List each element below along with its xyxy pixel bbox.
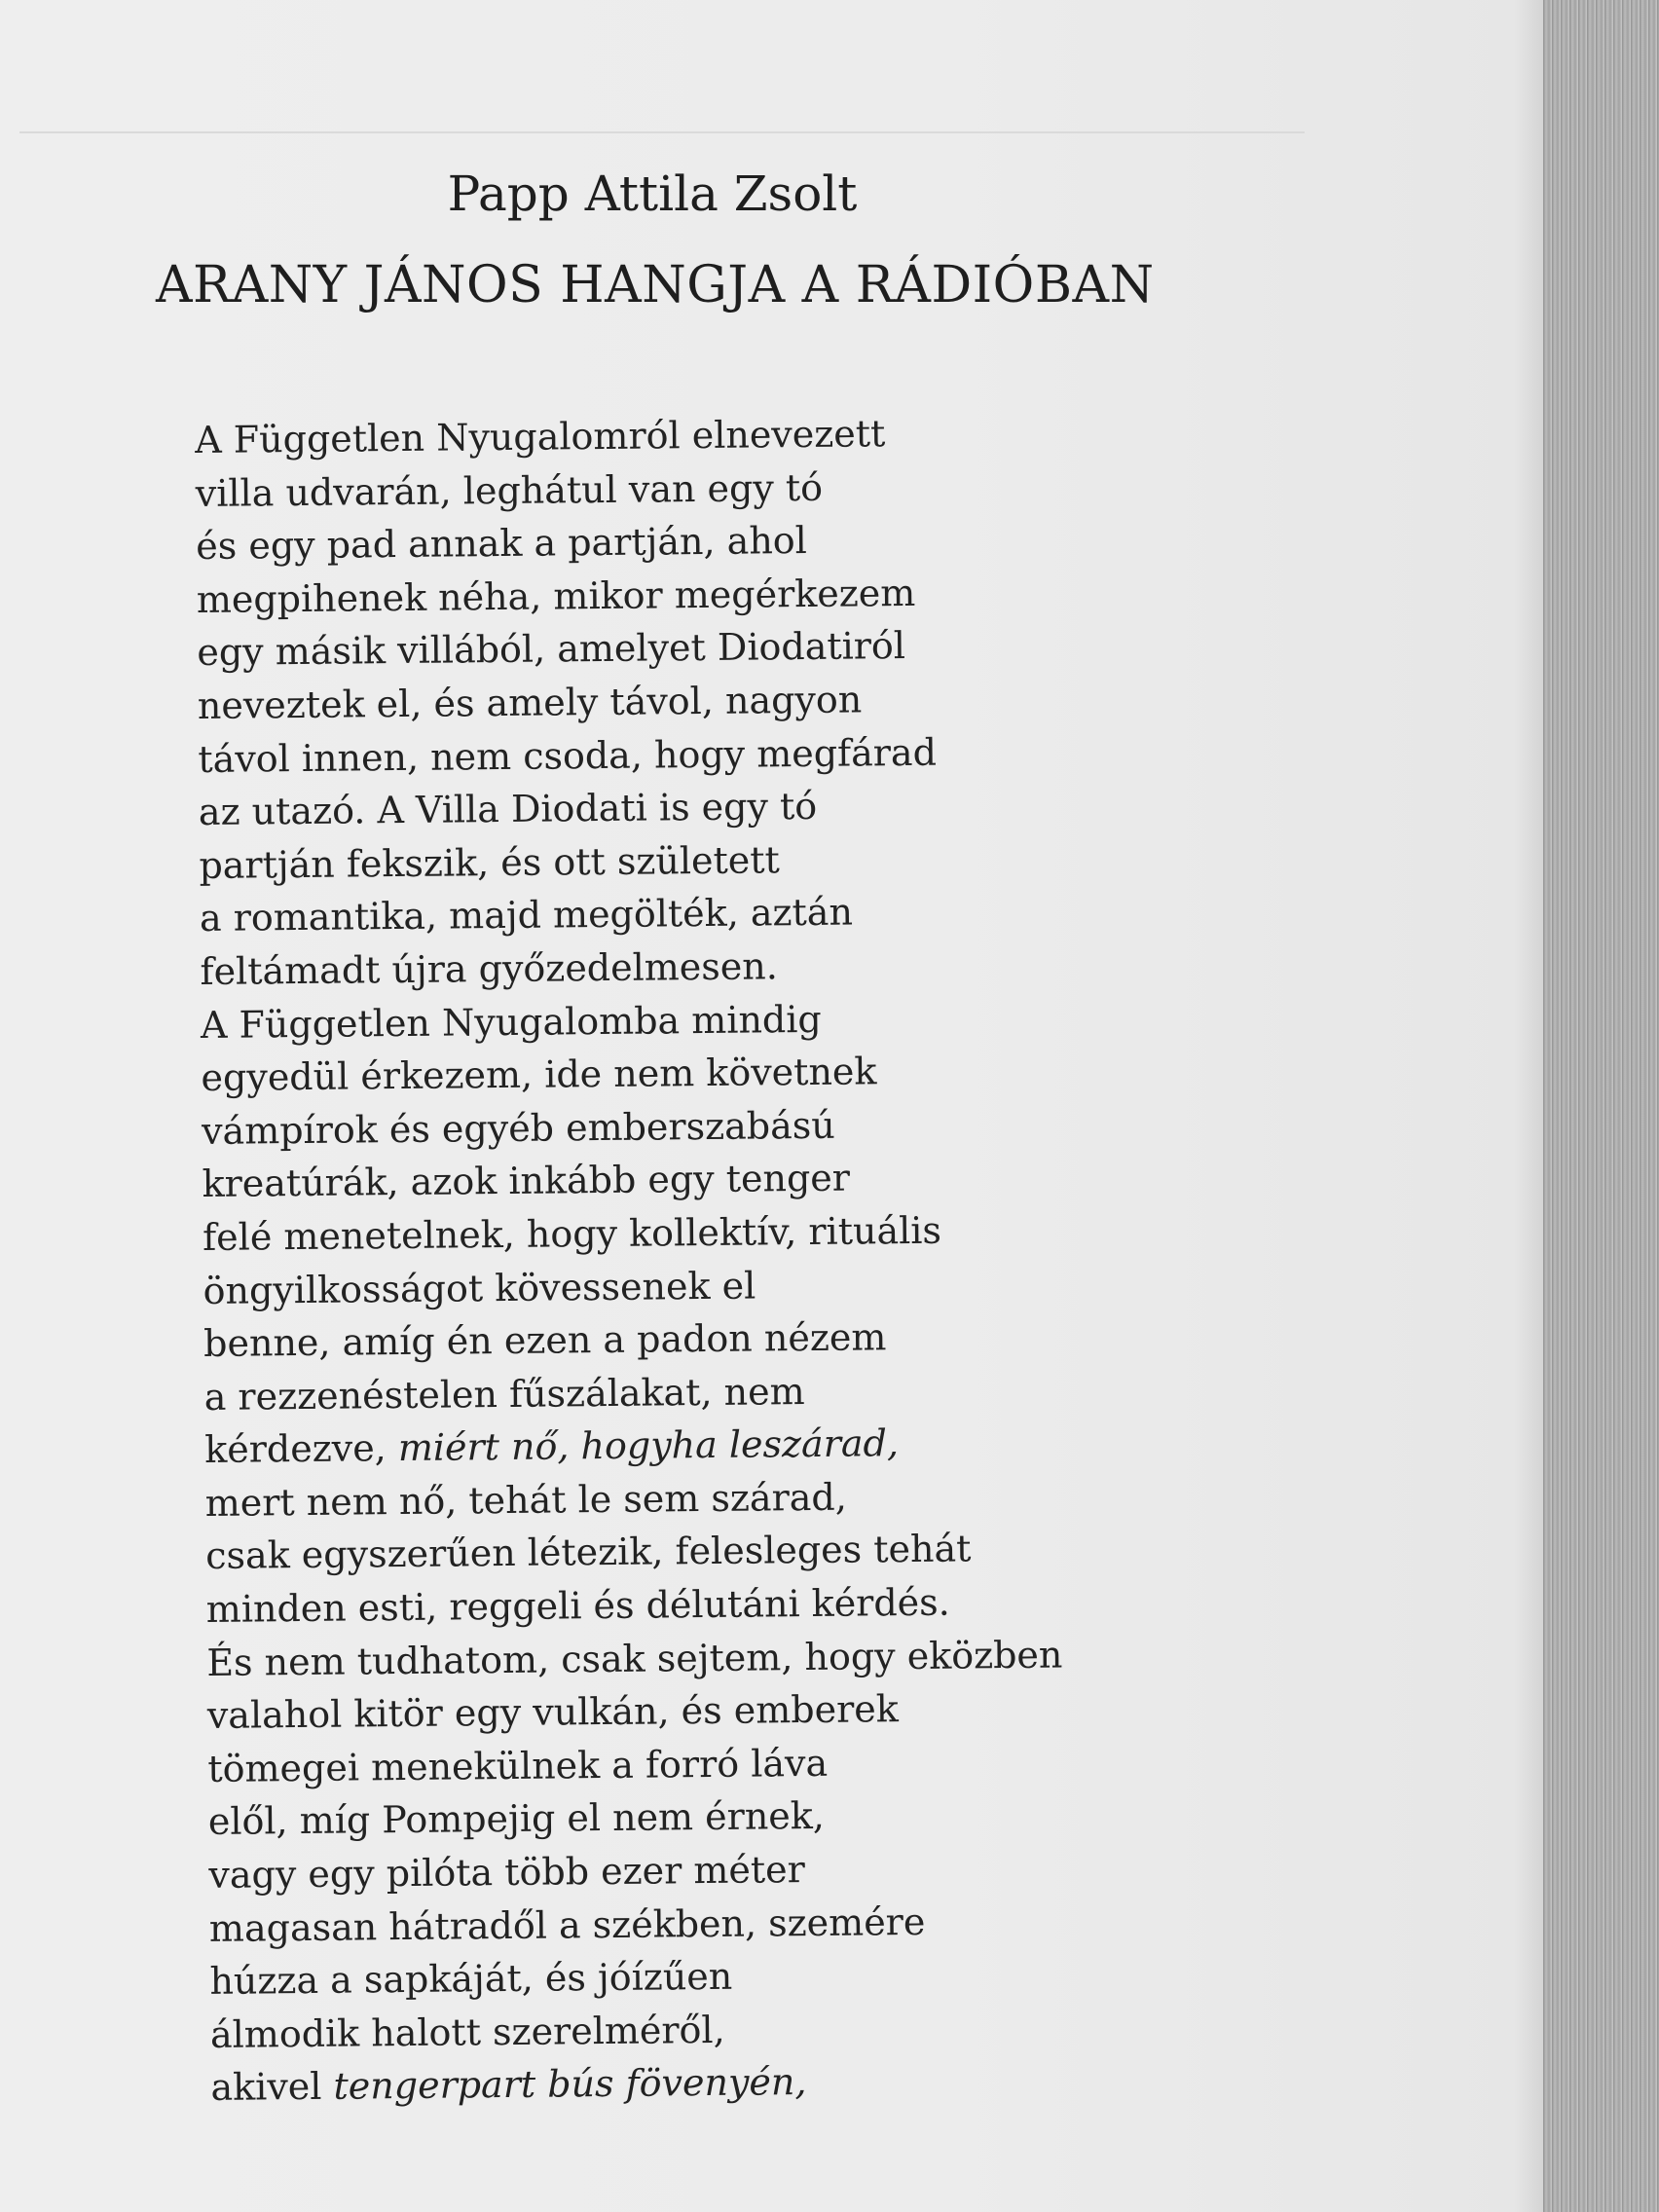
- poem-line-text: kreatúrák, azok inkább egy tenger: [202, 1156, 851, 1206]
- poem-line-text: a rezzenéstelen fűszálakat, nem: [203, 1369, 805, 1419]
- poem-line: [201, 1042, 1174, 1104]
- poem-line-text: neveztek el, és amely távol, nagyon: [197, 678, 863, 727]
- poem-line: [209, 1893, 1183, 1955]
- poem-line-text: akivel: [210, 2065, 334, 2110]
- poem-line-text: álmodik halott szerelméről,: [209, 2008, 725, 2056]
- poem-line-text: felé menetelnek, hogy kollektív, rituális: [202, 1208, 942, 1259]
- poem-line: [200, 936, 1173, 998]
- page-stack-edge: [1543, 0, 1659, 2212]
- poem-line-text: partján fekszik, és ott született: [199, 838, 780, 887]
- poem-line: [199, 830, 1172, 892]
- poem-line-text: kérdezve,: [204, 1426, 399, 1472]
- poem-line: [207, 1680, 1181, 1743]
- poem-line: [203, 1308, 1177, 1370]
- poem-line-text: A Független Nyugalomba mindig: [200, 997, 822, 1047]
- poem-line: [205, 1521, 1179, 1583]
- poem-line: [206, 1627, 1180, 1689]
- poem-line-text: benne, amíg én ezen a padon nézem: [203, 1315, 887, 1366]
- poem-line: [209, 1946, 1183, 2009]
- poem-line-text: A Független Nyugalomról elnevezett: [195, 412, 886, 461]
- poem-line: [202, 1095, 1175, 1158]
- poem-line-italic: miért nő, hogyha leszárad,: [397, 1421, 900, 1470]
- poem-title: ARANY JÁNOS HANGJA A RÁDIÓBAN: [156, 256, 1155, 314]
- poem-line-text: egy másik villából, amelyet Diodatiról: [197, 624, 906, 675]
- poem-line: [195, 404, 1168, 466]
- page-fold-shadow: [1514, 0, 1543, 2212]
- poem-line: [196, 511, 1169, 573]
- poem-line-text: öngyilkosságot kövessenek el: [203, 1264, 756, 1312]
- poem-line: [199, 777, 1172, 839]
- poem-line: [206, 1573, 1180, 1636]
- poem-line-text: minden esti, reggeli és délutáni kérdés.: [205, 1580, 950, 1632]
- poem-line: [201, 989, 1174, 1051]
- poem-line-text: magasan hátradől a székben, szemére: [208, 1899, 926, 1950]
- poem-line: [208, 1787, 1182, 1849]
- poem-line: [210, 1999, 1184, 2061]
- poem-line: [198, 670, 1171, 732]
- poem-line-text: az utazó. A Villa Diodati is egy tó: [198, 785, 818, 834]
- poem-author: Papp Attila Zsolt: [447, 166, 858, 222]
- poem-line-text: villa udvarán, leghátul van egy tó: [195, 465, 824, 515]
- poem-line: [203, 1361, 1177, 1423]
- poem-line: [200, 883, 1173, 945]
- poem-line-text: csak egyszerűen létezik, felesleges tehát: [205, 1527, 972, 1578]
- poem-line: [202, 1149, 1175, 1211]
- poem-line-text: vámpírok és egyéb emberszabású: [201, 1103, 835, 1153]
- poem-line-text: tömegei menekülnek a forró láva: [207, 1741, 829, 1790]
- poem-line-text: valahol kitör egy vulkán, és emberek: [206, 1687, 899, 1738]
- poem-line-text: megpihenek néha, mikor megérkezem: [196, 571, 916, 621]
- bleed-through-header: [19, 54, 1305, 133]
- poem-line-text: mert nem nő, tehát le sem szárad,: [204, 1475, 848, 1525]
- poem-body: [195, 404, 1185, 2115]
- poem-line: [196, 458, 1169, 520]
- poem-line: [207, 1733, 1181, 1795]
- poem-line-italic: tengerpart bús fövenyén,: [333, 2060, 807, 2109]
- poem-line-text: és egy pad annak a partján, ahol: [196, 519, 808, 569]
- poem-line: [197, 617, 1170, 680]
- poem-line-text: húzza a sapkáját, és jóízűen: [209, 1954, 733, 2004]
- poem-line-text: a romantika, majd megölték, aztán: [199, 890, 854, 940]
- poem-line: [197, 564, 1170, 626]
- poem-line: [204, 1467, 1178, 1530]
- poem-line: [198, 723, 1171, 786]
- poem-line: [210, 2052, 1184, 2115]
- poem-line-text: vagy egy pilóta több ezer méter: [208, 1848, 806, 1897]
- poem-line-text: És nem tudhatom, csak sejtem, hogy eközben: [206, 1633, 1063, 1684]
- poem-line: [204, 1415, 1178, 1477]
- poem-line: [208, 1839, 1182, 1901]
- poem-line-text: feltámadt újra győzedelmesen.: [200, 944, 779, 993]
- poem-line: [203, 1255, 1176, 1317]
- poem-line: [203, 1201, 1176, 1264]
- poem-line-text: elől, míg Pompejig el nem érnek,: [207, 1794, 826, 1844]
- poem-line-text: távol innen, nem csoda, hogy megfárad: [198, 730, 938, 781]
- poem-line-text: egyedül érkezem, ide nem követnek: [201, 1050, 877, 1100]
